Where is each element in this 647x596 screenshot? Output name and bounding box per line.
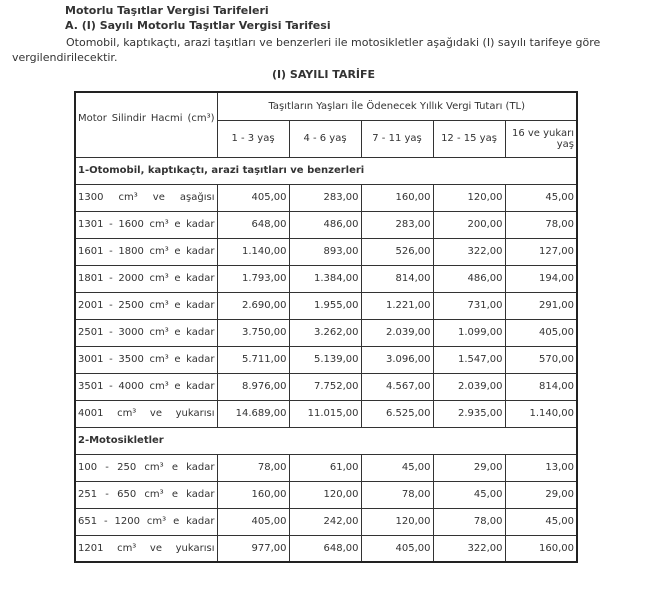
tax-amount-cell: 78,00 xyxy=(217,454,289,481)
tax-amount-cell: 4.567,00 xyxy=(361,373,433,400)
tax-amount-cell: 648,00 xyxy=(289,535,361,562)
tax-amount-cell: 8.976,00 xyxy=(217,373,289,400)
cylinder-range-label: 651 - 1200 cm³ e kadar xyxy=(75,508,217,535)
tax-amount-cell: 893,00 xyxy=(289,238,361,265)
table-row xyxy=(75,292,577,319)
cylinder-range-label: 2001 - 2500 cm³ e kadar xyxy=(75,292,217,319)
tax-amount-cell: 7.752,00 xyxy=(289,373,361,400)
tax-amount-cell: 405,00 xyxy=(217,184,289,211)
table-row xyxy=(75,508,577,535)
header-age-col: 12 - 15 yaş xyxy=(433,120,505,157)
tax-amount-cell: 814,00 xyxy=(361,265,433,292)
tax-amount-cell: 127,00 xyxy=(505,238,577,265)
tax-amount-cell: 194,00 xyxy=(505,265,577,292)
tax-amount-cell: 405,00 xyxy=(217,508,289,535)
tax-amount-cell: 405,00 xyxy=(361,535,433,562)
header-age-col: 16 ve yukarı yaş xyxy=(505,120,577,157)
tax-amount-cell: 2.935,00 xyxy=(433,400,505,427)
table-row xyxy=(75,373,577,400)
tax-amount-cell: 5.711,00 xyxy=(217,346,289,373)
table-row xyxy=(75,184,577,211)
tax-amount-cell: 322,00 xyxy=(433,535,505,562)
table-row xyxy=(75,211,577,238)
cylinder-range-label: 3001 - 3500 cm³ e kadar xyxy=(75,346,217,373)
tax-amount-cell: 291,00 xyxy=(505,292,577,319)
table-row xyxy=(75,535,577,562)
tax-amount-cell: 242,00 xyxy=(289,508,361,535)
cylinder-range-label: 1801 - 2000 cm³ e kadar xyxy=(75,265,217,292)
tax-amount-cell: 1.140,00 xyxy=(217,238,289,265)
tax-amount-cell: 45,00 xyxy=(433,481,505,508)
tax-amount-cell: 526,00 xyxy=(361,238,433,265)
header-motor-silindir-hacmi: Motor Silindir Hacmi (cm³) xyxy=(75,92,217,157)
tax-amount-cell: 1.547,00 xyxy=(433,346,505,373)
tax-amount-cell: 6.525,00 xyxy=(361,400,433,427)
cylinder-range-label: 100 - 250 cm³ e kadar xyxy=(75,454,217,481)
intro-paragraph: Otomobil, kaptıkaçtı, arazi taşıtları ve benzerleri ile motosikletler aşağıdaki (I) sayılı tarifeye göre vergilendirilecektir. xyxy=(12,36,601,64)
table-row xyxy=(75,319,577,346)
table-row xyxy=(75,400,577,427)
tax-amount-cell: 1.140,00 xyxy=(505,400,577,427)
tax-amount-cell: 814,00 xyxy=(505,373,577,400)
header-age-col: 1 - 3 yaş xyxy=(217,120,289,157)
tax-amount-cell: 977,00 xyxy=(217,535,289,562)
tax-amount-cell: 2.039,00 xyxy=(361,319,433,346)
tax-amount-cell: 2.039,00 xyxy=(433,373,505,400)
tax-amount-cell: 486,00 xyxy=(433,265,505,292)
tax-amount-cell: 160,00 xyxy=(361,184,433,211)
tax-amount-cell: 283,00 xyxy=(289,184,361,211)
table-row xyxy=(75,481,577,508)
tax-amount-cell: 486,00 xyxy=(289,211,361,238)
tax-amount-cell: 45,00 xyxy=(505,508,577,535)
tax-amount-cell: 29,00 xyxy=(505,481,577,508)
tax-amount-cell: 283,00 xyxy=(361,211,433,238)
table-title: (I) SAYILI TARİFE xyxy=(271,68,376,81)
tax-amount-cell: 45,00 xyxy=(361,454,433,481)
tax-amount-cell: 160,00 xyxy=(505,535,577,562)
section-header-row xyxy=(75,157,577,184)
tax-amount-cell: 120,00 xyxy=(433,184,505,211)
tax-amount-cell: 731,00 xyxy=(433,292,505,319)
table-row xyxy=(75,265,577,292)
tax-amount-cell: 1.384,00 xyxy=(289,265,361,292)
cylinder-range-label: 3501 - 4000 cm³ e kadar xyxy=(75,373,217,400)
cylinder-range-label: 1201 cm³ ve yukarısı xyxy=(75,535,217,562)
tax-amount-cell: 1.793,00 xyxy=(217,265,289,292)
tax-amount-cell: 200,00 xyxy=(433,211,505,238)
tax-amount-cell: 78,00 xyxy=(505,211,577,238)
cylinder-range-label: 4001 cm³ ve yukarısı xyxy=(75,400,217,427)
page-heading: Motorlu Taşıtlar Vergisi Tarifeleri xyxy=(65,4,269,17)
cylinder-range-label: 1601 - 1800 cm³ e kadar xyxy=(75,238,217,265)
tax-amount-cell: 648,00 xyxy=(217,211,289,238)
cylinder-range-label: 2501 - 3000 cm³ e kadar xyxy=(75,319,217,346)
tax-amount-cell: 78,00 xyxy=(433,508,505,535)
tax-amount-cell: 570,00 xyxy=(505,346,577,373)
tax-amount-cell: 1.099,00 xyxy=(433,319,505,346)
tax-amount-cell: 11.015,00 xyxy=(289,400,361,427)
tax-amount-cell: 14.689,00 xyxy=(217,400,289,427)
tax-amount-cell: 13,00 xyxy=(505,454,577,481)
tax-amount-cell: 1.955,00 xyxy=(289,292,361,319)
tax-amount-cell: 120,00 xyxy=(289,481,361,508)
tax-amount-cell: 78,00 xyxy=(361,481,433,508)
section-title: 2-Motosikletler xyxy=(75,427,577,454)
tax-amount-cell: 160,00 xyxy=(217,481,289,508)
tax-amount-cell: 405,00 xyxy=(505,319,577,346)
cylinder-range-label: 1300 cm³ ve aşağısı xyxy=(75,184,217,211)
section-header-row xyxy=(75,427,577,454)
section-title: 1-Otomobil, kaptıkaçtı, arazi taşıtları ve benzerleri xyxy=(75,157,577,184)
tax-amount-cell: 5.139,00 xyxy=(289,346,361,373)
tax-amount-cell: 2.690,00 xyxy=(217,292,289,319)
tax-amount-cell: 3.262,00 xyxy=(289,319,361,346)
tax-amount-cell: 322,00 xyxy=(433,238,505,265)
tax-amount-cell: 3.750,00 xyxy=(217,319,289,346)
cylinder-range-label: 1301 - 1600 cm³ e kadar xyxy=(75,211,217,238)
header-age-col: 7 - 11 yaş xyxy=(361,120,433,157)
tax-amount-cell: 61,00 xyxy=(289,454,361,481)
tax-amount-cell: 45,00 xyxy=(505,184,577,211)
tax-amount-cell: 29,00 xyxy=(433,454,505,481)
cylinder-range-label: 251 - 650 cm³ e kadar xyxy=(75,481,217,508)
table-row xyxy=(75,238,577,265)
table-row xyxy=(75,346,577,373)
table-row xyxy=(75,454,577,481)
page-subheading: A. (I) Sayılı Motorlu Taşıtlar Vergisi Tarifesi xyxy=(65,19,331,32)
tax-amount-cell: 1.221,00 xyxy=(361,292,433,319)
header-vergi-tutari: Taşıtların Yaşları İle Ödenecek Yıllık Vergi Tutarı (TL) xyxy=(217,92,577,120)
header-age-col: 4 - 6 yaş xyxy=(289,120,361,157)
tax-amount-cell: 120,00 xyxy=(361,508,433,535)
tax-amount-cell: 3.096,00 xyxy=(361,346,433,373)
tariff-table xyxy=(74,91,578,563)
